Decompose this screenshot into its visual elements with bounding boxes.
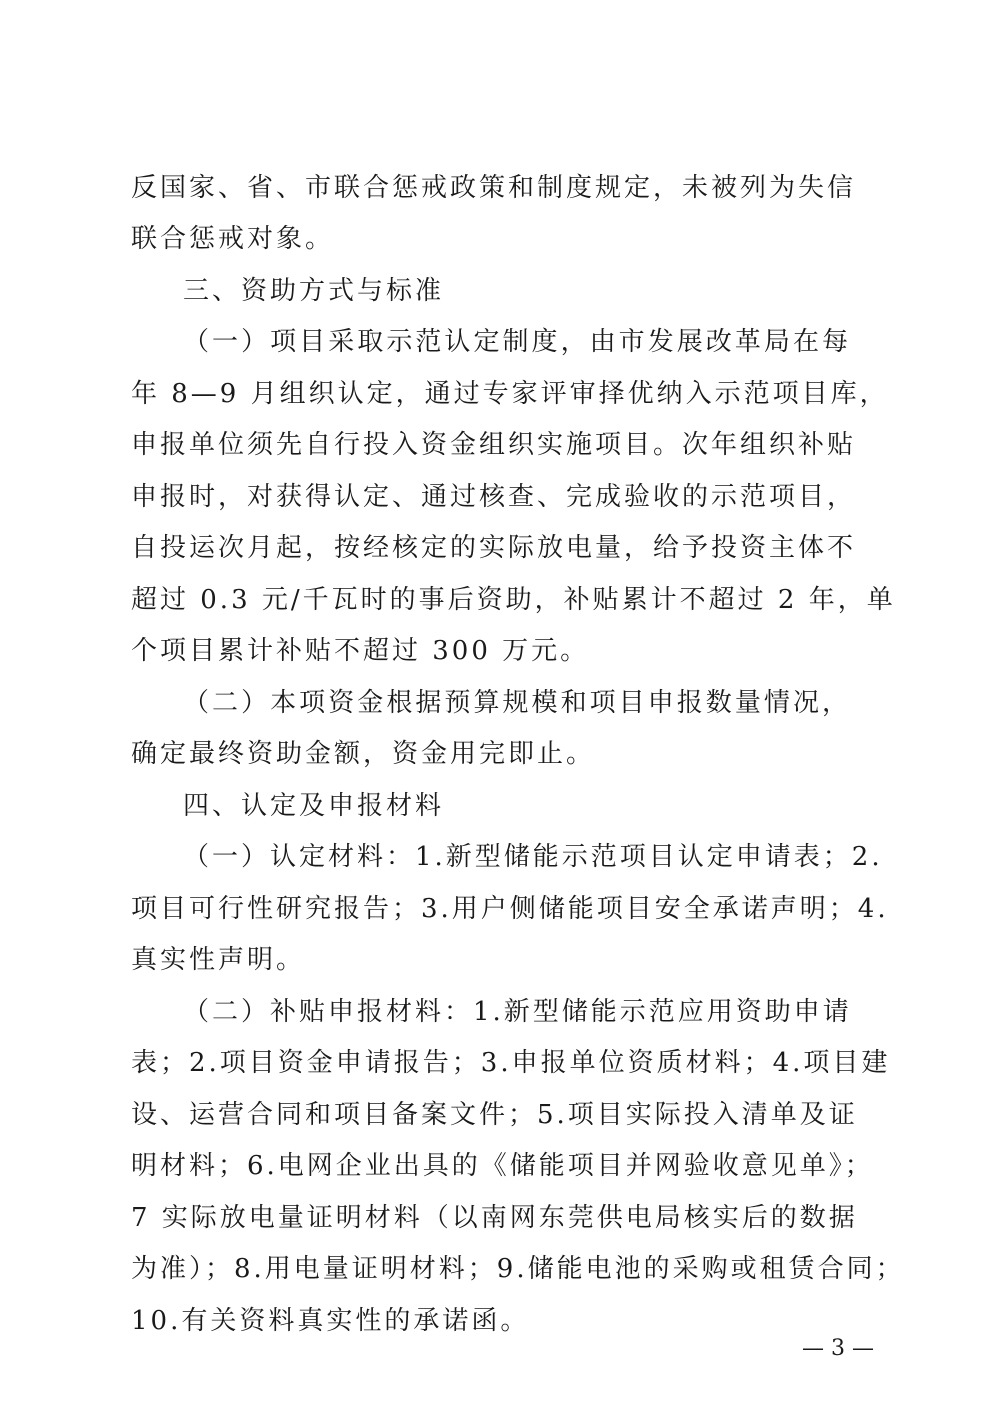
body-line: 超过 0.3 元/千瓦时的事后资助，补贴累计不超过 2 年，单 <box>131 585 896 615</box>
page-number: — 3 — <box>802 1336 874 1361</box>
body-line: 7 实际放电量证明材料（以南网东莞供电局核实后的数据 <box>131 1203 858 1233</box>
body-line: （二）补贴申报材料：1.新型储能示范应用资助申请 <box>183 997 852 1027</box>
body-line: 年 8—9 月组织认定，通过专家评审择优纳入示范项目库， <box>131 379 889 409</box>
body-line: 确定最终资助金额，资金用完即止。 <box>131 739 596 769</box>
body-line: （一）认定材料：1.新型储能示范项目认定申请表；2. <box>183 842 883 872</box>
body-line: （一）项目采取示范认定制度，由市发展改革局在每 <box>183 327 851 357</box>
body-line: （二）本项资金根据预算规模和项目申报数量情况， <box>183 688 851 718</box>
section-heading: 三、资助方式与标准 <box>183 276 445 306</box>
body-line: 为准）；8.用电量证明材料；9.储能电池的采购或租赁合同； <box>131 1254 905 1284</box>
body-line: 申报单位须先自行投入资金组织实施项目。次年组织补贴 <box>131 430 857 460</box>
body-line: 10.有关资料真实性的承诺函。 <box>131 1306 530 1336</box>
body-line: 自投运次月起，按经核定的实际放电量，给予投资主体不 <box>131 533 857 563</box>
body-line: 申报时，对获得认定、通过核查、完成验收的示范项目， <box>131 482 857 512</box>
body-line: 反国家、省、市联合惩戒政策和制度规定，未被列为失信 <box>131 173 857 203</box>
body-line: 项目可行性研究报告；3.用户侧储能项目安全承诺声明；4. <box>131 894 889 924</box>
section-heading: 四、认定及申报材料 <box>183 791 445 821</box>
body-line: 明材料；6.电网企业出具的《储能项目并网验收意见单》； <box>131 1151 874 1181</box>
body-line: 联合惩戒对象。 <box>131 224 335 254</box>
body-line: 设、运营合同和项目备案文件；5.项目实际投入清单及证 <box>131 1100 858 1130</box>
body-line: 真实性声明。 <box>131 945 306 975</box>
body-line: 个项目累计补贴不超过 300 万元。 <box>131 636 590 666</box>
body-line: 表；2.项目资金申请报告；3.申报单位资质材料；4.项目建 <box>131 1048 891 1078</box>
